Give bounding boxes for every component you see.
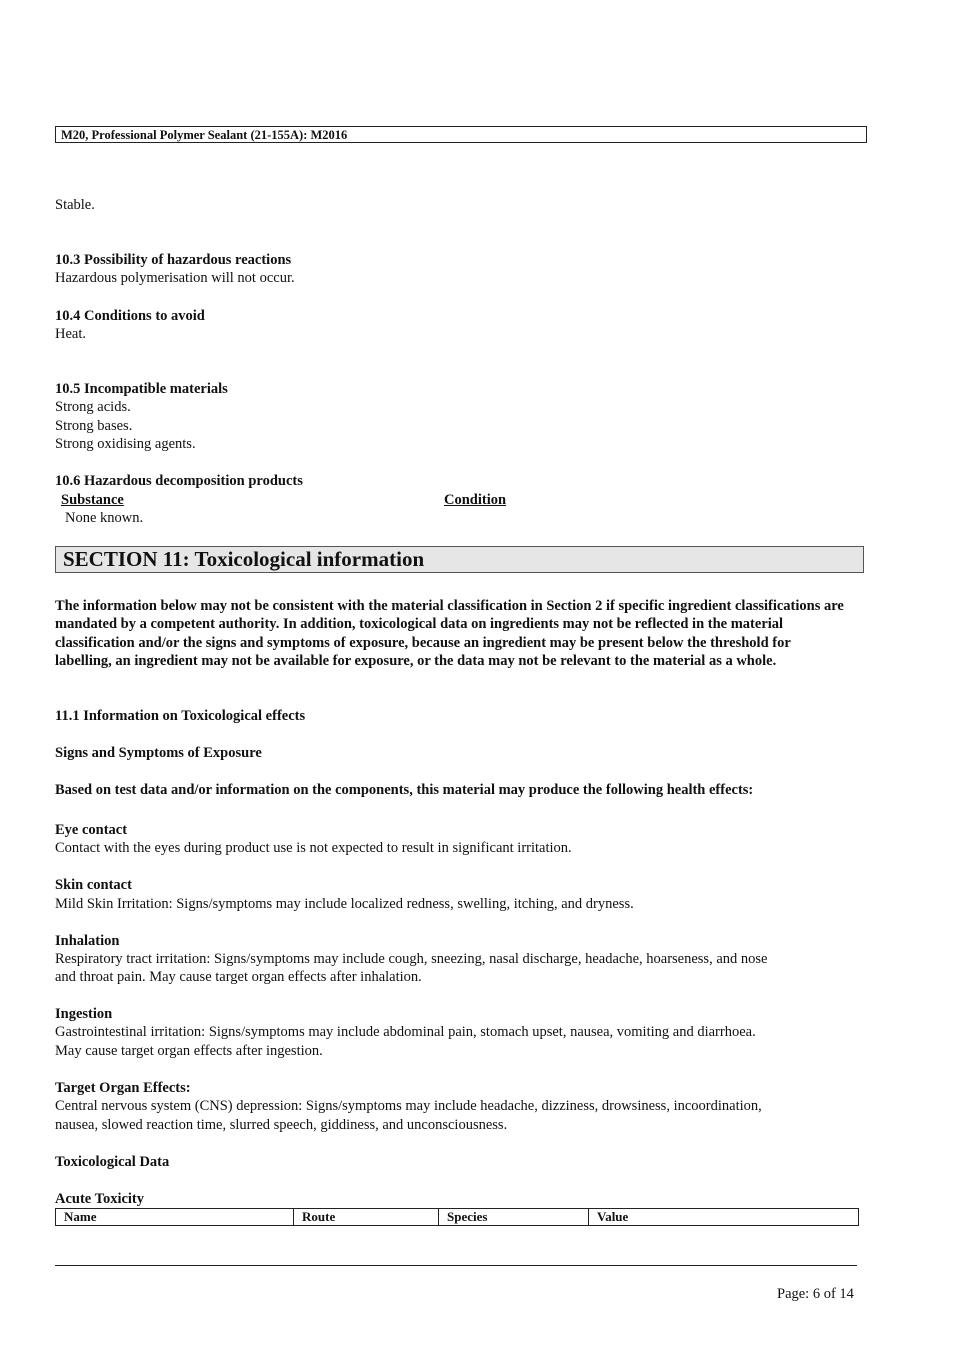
s10-3-text: Hazardous polymerisation will not occur. <box>55 270 295 286</box>
stability-text: Stable. <box>55 197 95 213</box>
section-11-title: SECTION 11: Toxicological information <box>55 546 864 573</box>
condition-column-header: Condition <box>444 492 507 508</box>
s10-3-heading: 10.3 Possibility of hazardous reactions <box>55 252 292 268</box>
target-organ-text-line: Central nervous system (CNS) depression: Signs/symptoms may include headache, dizziness, drowsiness, incoordination, <box>55 1098 762 1114</box>
s11-1-heading: 11.1 Information on Toxicological effects <box>55 708 306 724</box>
skin-contact-text: Mild Skin Irritation: Signs/symptoms may include localized redness, swelling, itching, and dryness. <box>55 896 634 912</box>
table-header-row <box>56 1209 859 1226</box>
target-organ-heading: Target Organ Effects: <box>55 1080 191 1096</box>
eye-contact-heading: Eye contact <box>55 822 128 838</box>
product-header: M20, Professional Polymer Sealant (21-155A): M2016 <box>55 126 867 143</box>
name-column-header: Name <box>56 1209 294 1226</box>
page-number: Page: 6 of 14 <box>777 1286 854 1302</box>
species-column-header: Species <box>439 1209 589 1226</box>
substance-column-header: Substance <box>61 492 124 508</box>
toxicological-data-heading: Toxicological Data <box>55 1154 170 1170</box>
target-organ-text-line: nausea, slowed reaction time, slurred speech, giddiness, and unconsciousness. <box>55 1117 508 1133</box>
signs-symptoms-heading: Signs and Symptoms of Exposure <box>55 745 262 761</box>
inhalation-text-line: and throat pain. May cause target organ effects after inhalation. <box>55 969 422 985</box>
incompatible-item: Strong bases. <box>55 418 133 434</box>
health-effects-intro: Based on test data and/or information on the components, this material may produce the following health effects: <box>55 782 754 798</box>
incompatible-item: Strong acids. <box>55 399 131 415</box>
ingestion-heading: Ingestion <box>55 1006 113 1022</box>
acute-toxicity-table <box>55 1208 859 1226</box>
eye-contact-text: Contact with the eyes during product use is not expected to result in significant irritation. <box>55 840 572 856</box>
inhalation-heading: Inhalation <box>55 933 120 949</box>
s10-6-heading: 10.6 Hazardous decomposition products <box>55 473 303 489</box>
ingestion-text-line: May cause target organ effects after ingestion. <box>55 1043 323 1059</box>
ingestion-text-line: Gastrointestinal irritation: Signs/symptoms may include abdominal pain, stomach upset, nausea, vomiting and diarrhoea. <box>55 1024 756 1040</box>
route-column-header: Route <box>294 1209 439 1226</box>
inhalation-text-line: Respiratory tract irritation: Signs/symptoms may include cough, sneezing, nasal discharge, headache, hoarseness, and nose <box>55 951 768 967</box>
s10-5-heading: 10.5 Incompatible materials <box>55 381 228 397</box>
incompatible-item: Strong oxidising agents. <box>55 436 196 452</box>
none-known-text: None known. <box>65 510 144 526</box>
footer-divider <box>55 1265 857 1266</box>
acute-toxicity-heading: Acute Toxicity <box>55 1191 145 1207</box>
toxicology-intro: The information below may not be consistent with the material classification in Section 2 if specific ingredient classifications are mandated by a competent authority. In addition, toxicological data on ingredients may not be reflected in the material classification and/or the signs and symptoms of exposure, because an ingredient may be present below the threshold for labelling, an ingredient may not be available for exposure, or the data may not be relevant to the material as a whole. <box>55 598 844 670</box>
s10-4-text: Heat. <box>55 326 86 342</box>
skin-contact-heading: Skin contact <box>55 877 132 893</box>
s10-4-heading: 10.4 Conditions to avoid <box>55 308 205 324</box>
value-column-header: Value <box>589 1209 859 1226</box>
